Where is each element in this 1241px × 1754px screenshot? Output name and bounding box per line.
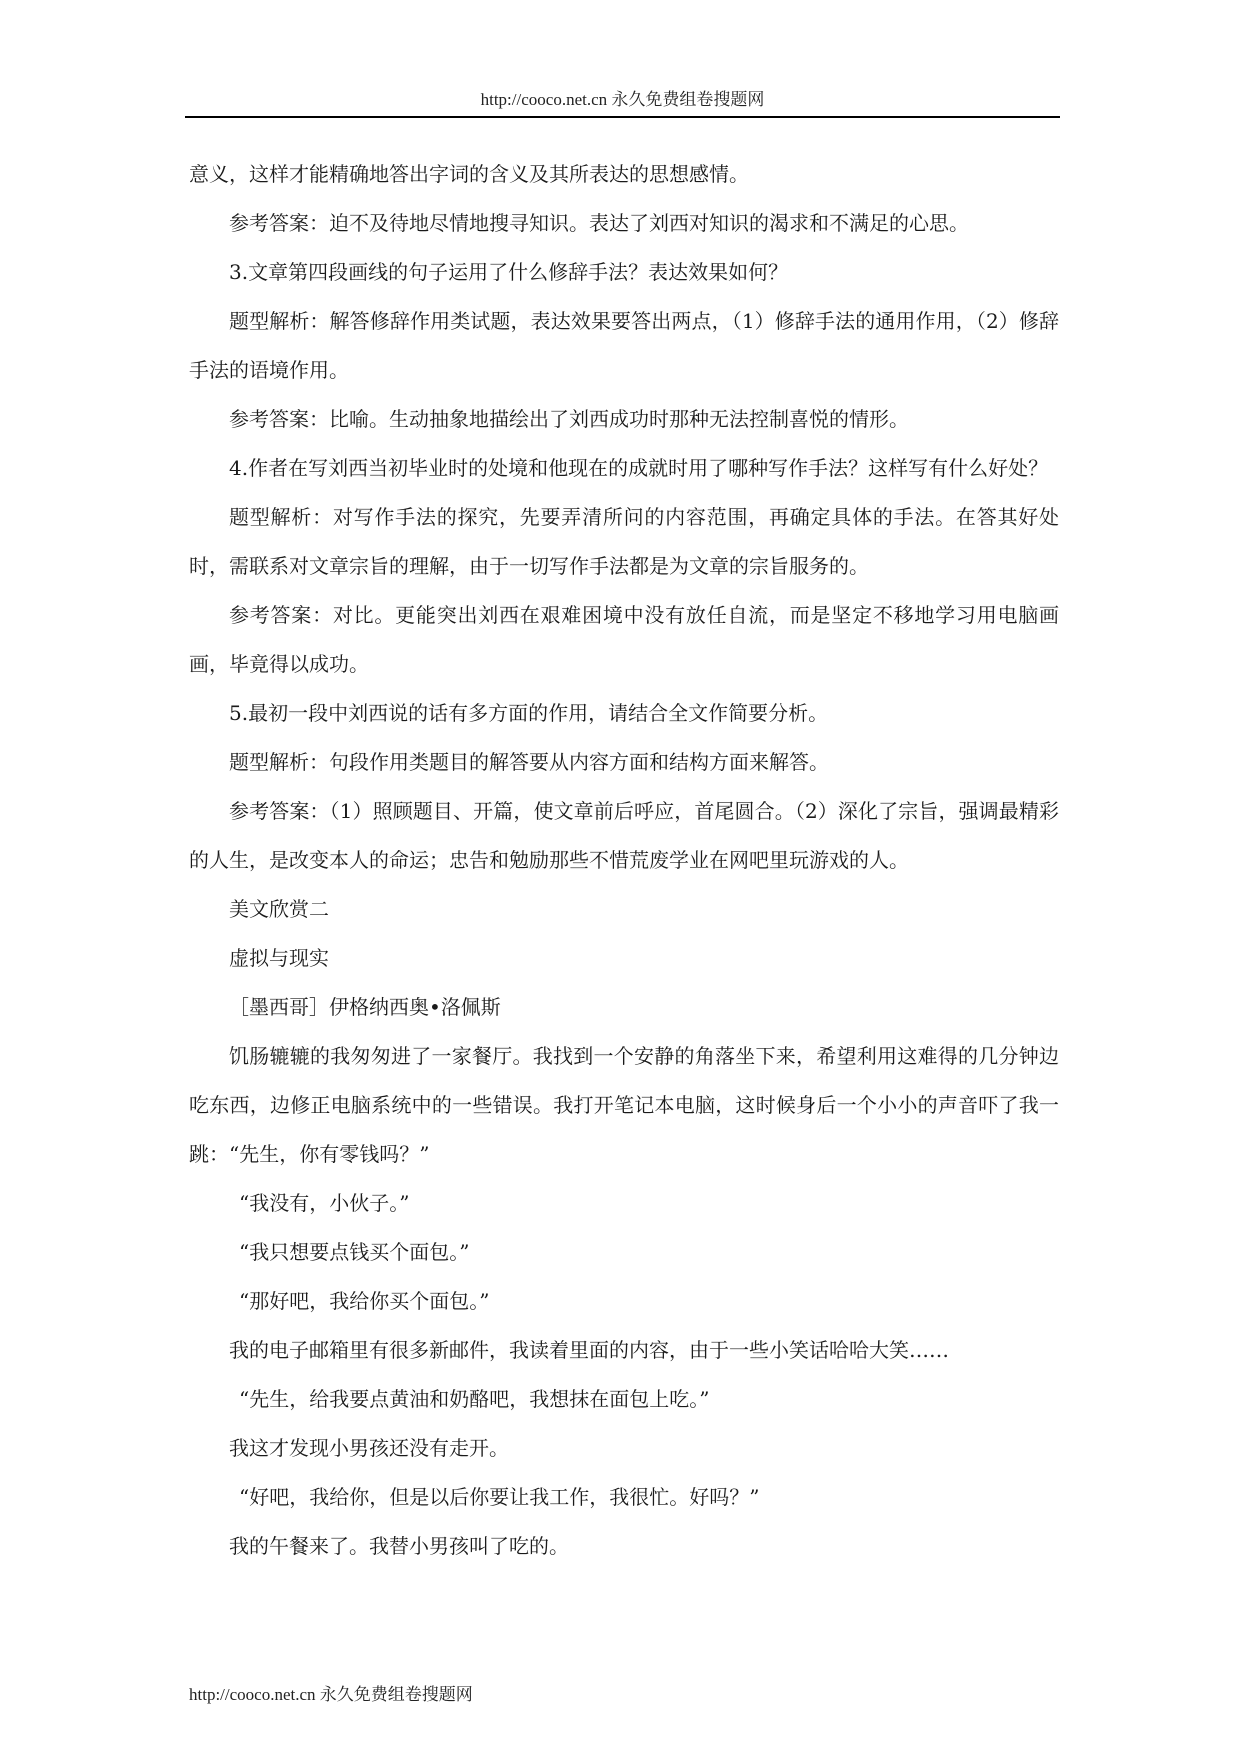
paragraph: 参考答案：比喻。生动抽象地描绘出了刘西成功时那种无法控制喜悦的情形。 (229, 407, 909, 431)
dialogue-line: “好吧，我给你，但是以后你要让我工作，我很忙。好吗？” (239, 1485, 760, 1509)
paragraph: 题型解析：解答修辞作用类试题，表达效果要答出两点，（1）修辞手法的通用作用，（2）修辞手法的语境作用。 (189, 309, 1059, 382)
dialogue-line: “我只想要点钱买个面包。” (239, 1240, 470, 1264)
question: 4.作者在写刘西当初毕业时的处境和他现在的成就时用了哪种写作手法？这样写有什么好处？ (229, 456, 1049, 480)
paragraph: 意义，这样才能精确地答出字词的含义及其所表达的思想感情。 (189, 162, 749, 186)
page-header: http://cooco.net.cn 永久免费组卷搜题网 (480, 90, 765, 109)
paragraph: 我的午餐来了。我替小男孩叫了吃的。 (229, 1534, 569, 1558)
dialogue-line: “我没有，小伙子。” (239, 1191, 410, 1215)
section-heading: 美文欣赏二 (229, 897, 329, 921)
body-text (189, 150, 1059, 1571)
article-author: ［墨西哥］伊格纳西奥•洛佩斯 (229, 995, 501, 1019)
header-divider (185, 116, 1060, 118)
question: 5.最初一段中刘西说的话有多方面的作用，请结合全文作简要分析。 (229, 701, 829, 725)
paragraph: 饥肠辘辘的我匆匆进了一家餐厅。我找到一个安静的角落坐下来，希望利用这难得的几分钟边吃东西，边修正电脑系统中的一些错误。我打开笔记本电脑，这时候身后一个小小的声音吓了我一跳：“先生，你有零钱吗？” (189, 1044, 1059, 1166)
article-title: 虚拟与现实 (229, 946, 329, 970)
dialogue-line: “那好吧，我给你买个面包。” (239, 1289, 490, 1313)
page-footer: http://cooco.net.cn 永久免费组卷搜题网 (189, 1685, 473, 1704)
question: 3.文章第四段画线的句子运用了什么修辞手法？表达效果如何？ (229, 260, 789, 284)
paragraph: 参考答案：迫不及待地尽情地搜寻知识。表达了刘西对知识的渴求和不满足的心思。 (229, 211, 969, 235)
paragraph: 题型解析：句段作用类题目的解答要从内容方面和结构方面来解答。 (229, 750, 829, 774)
dialogue-line: “先生，给我要点黄油和奶酪吧，我想抹在面包上吃。” (239, 1387, 710, 1411)
paragraph: 我的电子邮箱里有很多新邮件，我读着里面的内容，由于一些小笑话哈哈大笑…… (229, 1338, 949, 1362)
paragraph: 题型解析：对写作手法的探究，先要弄清所问的内容范围，再确定具体的手法。在答其好处时，需联系对文章宗旨的理解，由于一切写作手法都是为文章的宗旨服务的。 (189, 505, 1059, 578)
paragraph: 我这才发现小男孩还没有走开。 (229, 1436, 509, 1460)
paragraph: 参考答案：（1）照顾题目、开篇，使文章前后呼应，首尾圆合。（2）深化了宗旨，强调最精彩的人生，是改变本人的命运；忠告和勉励那些不惜荒废学业在网吧里玩游戏的人。 (189, 799, 1059, 872)
paragraph: 参考答案：对比。更能突出刘西在艰难困境中没有放任自流，而是坚定不移地学习用电脑画画，毕竟得以成功。 (189, 603, 1059, 676)
